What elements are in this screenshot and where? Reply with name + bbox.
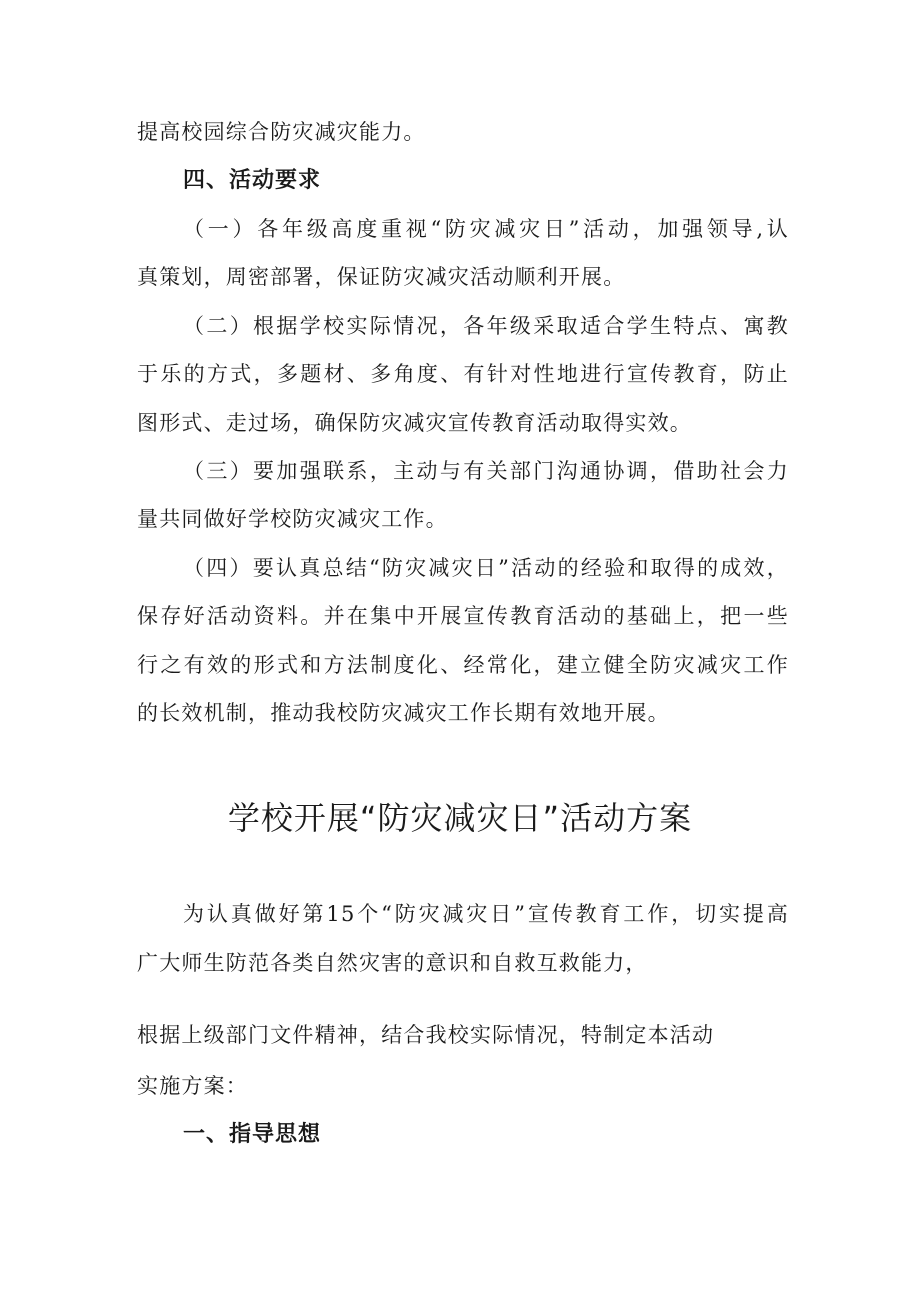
requirement-2-line-2: 于乐的方式，多题材、多角度、有针对性地进行宣传教育，防止 — [137, 362, 789, 386]
requirement-4-line-3: 行之有效的形式和方法制度化、经常化，建立健全防灾减灾工作 — [137, 653, 789, 677]
paragraph-continuation: 提高校园综合防灾减灾能力。 — [137, 120, 426, 144]
requirement-3-line-1: （三）要加强联系，主动与有关部门沟通协调，借助社会力 — [183, 459, 789, 483]
requirement-1-line-2: 真策划，周密部署，保证防灾减灾活动顺利开展。 — [137, 265, 626, 289]
section-heading-requirements: 四、活动要求 — [183, 168, 322, 193]
basis-line-2: 实施方案： — [137, 1074, 248, 1098]
section-heading-guiding-ideology: 一、指导思想 — [183, 1122, 322, 1147]
intro-line-2: 广大师生防范各类自然灾害的意识和自救互救能力， — [137, 951, 648, 975]
requirement-2-line-3: 图形式、走过场，确保防灾减灾宣传教育活动取得实效。 — [137, 411, 692, 435]
requirement-1-line-1: （一）各年级高度重视“防灾减灾日”活动，加强领导,认 — [183, 217, 789, 241]
intro-line-1: 为认真做好第15个“防灾减灾日”宣传教育工作，切实提高 — [183, 902, 789, 926]
basis-line-1: 根据上级部门文件精神，结合我校实际情况，特制定本活动 — [137, 1023, 715, 1047]
requirement-3-line-2: 量共同做好学校防灾减灾工作。 — [137, 507, 448, 531]
requirement-4-line-1: （四）要认真总结“防灾减灾日”活动的经验和取得的成效， — [183, 556, 789, 580]
requirement-2-line-1: （二）根据学校实际情况，各年级采取适合学生特点、寓教 — [183, 314, 789, 338]
requirement-4-line-2: 保存好活动资料。并在集中开展宣传教育活动的基础上，把一些 — [137, 604, 789, 628]
document-title: 学校开展“防灾减灾日”活动方案 — [227, 799, 693, 837]
requirement-4-line-4: 的长效机制，推动我校防灾减灾工作长期有效地开展。 — [137, 701, 670, 725]
